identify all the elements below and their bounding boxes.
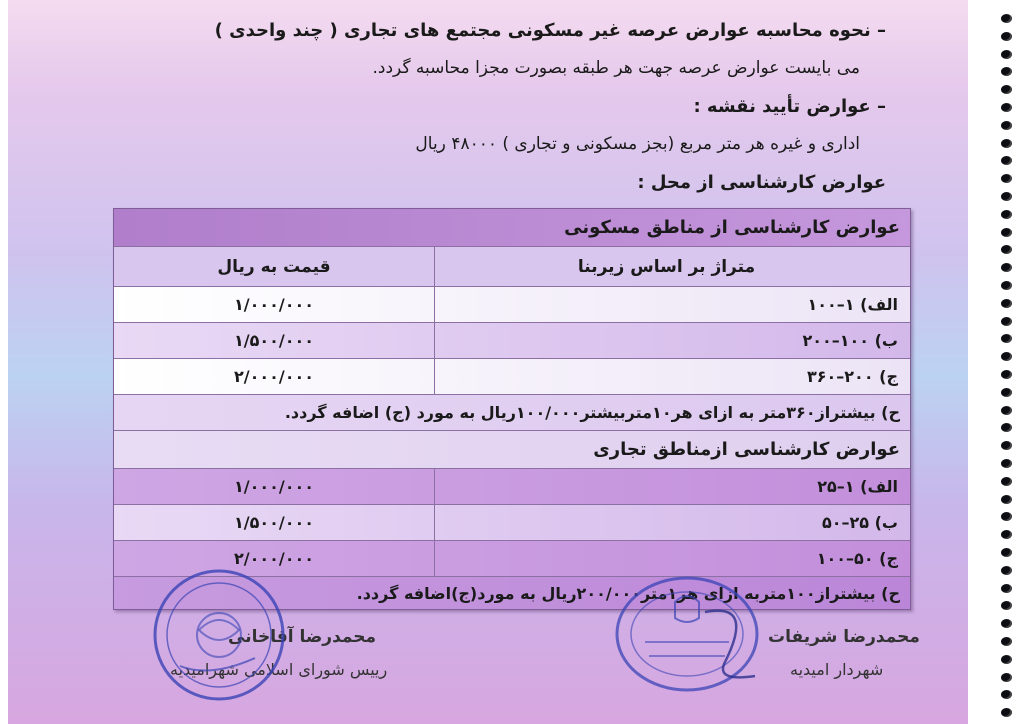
price-cell: ۱/۵۰۰/۰۰۰ xyxy=(233,331,315,350)
table-row xyxy=(114,287,910,323)
binding-hole-icon xyxy=(1001,548,1012,557)
binding-hole-icon xyxy=(1001,317,1012,326)
binding-hole-icon xyxy=(1001,14,1012,23)
spiral-binding xyxy=(968,0,1024,724)
binding-hole-icon xyxy=(1001,619,1012,628)
binding-hole-icon xyxy=(1001,103,1012,112)
range-cell: ج) ۵۰–۱۰۰ xyxy=(434,541,910,576)
binding-hole-icon xyxy=(1001,423,1012,432)
signature-left-title: رییس شورای اسلامی شهرامیدیه xyxy=(170,660,388,679)
column-header-area: متراژ بر اساس زیربنا xyxy=(434,247,910,286)
binding-hole-icon xyxy=(1001,192,1012,201)
table-row xyxy=(114,359,910,395)
table-row xyxy=(114,469,910,505)
binding-hole-icon xyxy=(1001,67,1012,76)
note-text-commercial: ح) بیشتراز۱۰۰متربه ازای هر۱متر۲۰۰/۰۰۰ریال به مورد(ج)اضافه گردد. xyxy=(356,583,900,603)
note-text-residential: ح) بیشتراز۳۶۰متر به ازای هر۱۰متربیشتر۱۰۰/۰۰۰ریال به مورد (ج) اضافه گردد. xyxy=(284,403,900,422)
binding-hole-icon xyxy=(1001,85,1012,94)
table-column-header-row xyxy=(114,247,910,287)
range-cell: الف) ۱–۱۰۰ xyxy=(434,287,910,322)
binding-hole-icon xyxy=(1001,388,1012,397)
section-title-commercial: عوارض کارشناسی ازمناطق تجاری xyxy=(593,439,900,460)
signature-right-title: شهردار امیدیه xyxy=(790,660,884,679)
price-cell: ۱/۰۰۰/۰۰۰ xyxy=(233,477,315,496)
binding-hole-icon xyxy=(1001,334,1012,343)
binding-hole-icon xyxy=(1001,477,1012,486)
binding-hole-icon xyxy=(1001,406,1012,415)
council-stamp-icon xyxy=(150,566,288,704)
binding-hole-icon xyxy=(1001,210,1012,219)
binding-hole-icon xyxy=(1001,459,1012,468)
binding-hole-icon xyxy=(1001,690,1012,699)
price-cell: ۱/۰۰۰/۰۰۰ xyxy=(233,295,315,314)
range-cell: ب) ۱۰۰–۲۰۰ xyxy=(434,323,910,358)
binding-hole-icon xyxy=(1001,655,1012,664)
text-per-floor-calculation: می بایست عوارض عرصه جهت هر طبقه بصورت مجزا محاسبه گردد. xyxy=(372,58,860,78)
column-header-price: قیمت به ریال xyxy=(217,256,331,277)
binding-hole-icon xyxy=(1001,370,1012,379)
price-cell: ۲/۰۰۰/۰۰۰ xyxy=(233,549,315,568)
binding-hole-icon xyxy=(1001,637,1012,646)
heading-site-inspection-fees: عوارض کارشناسی از محل : xyxy=(637,172,886,193)
table-row xyxy=(114,505,910,541)
price-cell: ۱/۵۰۰/۰۰۰ xyxy=(233,513,315,532)
binding-hole-icon xyxy=(1001,156,1012,165)
binding-hole-icon xyxy=(1001,263,1012,272)
binding-hole-icon xyxy=(1001,139,1012,148)
binding-hole-icon xyxy=(1001,584,1012,593)
range-cell: ج) ۲۰۰–۳۶۰ xyxy=(434,359,910,394)
table-row xyxy=(114,323,910,359)
price-cell: ۲/۰۰۰/۰۰۰ xyxy=(233,367,315,386)
signature-left-name: محمدرضا آقاخانی xyxy=(228,627,377,647)
binding-hole-icon xyxy=(1001,530,1012,539)
binding-hole-icon xyxy=(1001,32,1012,41)
binding-hole-icon xyxy=(1001,352,1012,361)
binding-hole-icon xyxy=(1001,566,1012,575)
fees-table xyxy=(113,208,911,610)
ministry-stamp-icon xyxy=(605,572,765,702)
binding-hole-icon xyxy=(1001,299,1012,308)
table-section-header-residential xyxy=(114,209,910,247)
binding-hole-icon xyxy=(1001,121,1012,130)
binding-hole-icon xyxy=(1001,228,1012,237)
binding-hole-icon xyxy=(1001,708,1012,717)
binding-hole-icon xyxy=(1001,441,1012,450)
section-title-residential: عوارض کارشناسی از مناطق مسکونی xyxy=(564,217,900,238)
binding-hole-icon xyxy=(1001,174,1012,183)
binding-hole-icon xyxy=(1001,281,1012,290)
range-cell: الف) ۱–۲۵ xyxy=(434,469,910,504)
binding-hole-icon xyxy=(1001,50,1012,59)
table-section-header-commercial xyxy=(114,431,910,469)
heading-commercial-area-fees: – نحوه محاسبه عوارض عرصه غیر مسکونی مجتمع های تجاری ( چند واحدی ) xyxy=(214,20,886,41)
signature-right-name: محمدرضا شریفات xyxy=(768,627,920,647)
binding-hole-icon xyxy=(1001,673,1012,682)
heading-plan-approval-fees: – عوارض تأیید نقشه : xyxy=(693,96,886,117)
table-note-residential xyxy=(114,395,910,431)
text-office-rate: اداری و غیره هر متر مربع (بجز مسکونی و تجاری ) ۴۸۰۰۰ ریال xyxy=(415,134,860,154)
binding-hole-icon xyxy=(1001,245,1012,254)
binding-hole-icon xyxy=(1001,601,1012,610)
range-cell: ب) ۲۵–۵۰ xyxy=(434,505,910,540)
binding-hole-icon xyxy=(1001,512,1012,521)
binding-hole-icon xyxy=(1001,495,1012,504)
